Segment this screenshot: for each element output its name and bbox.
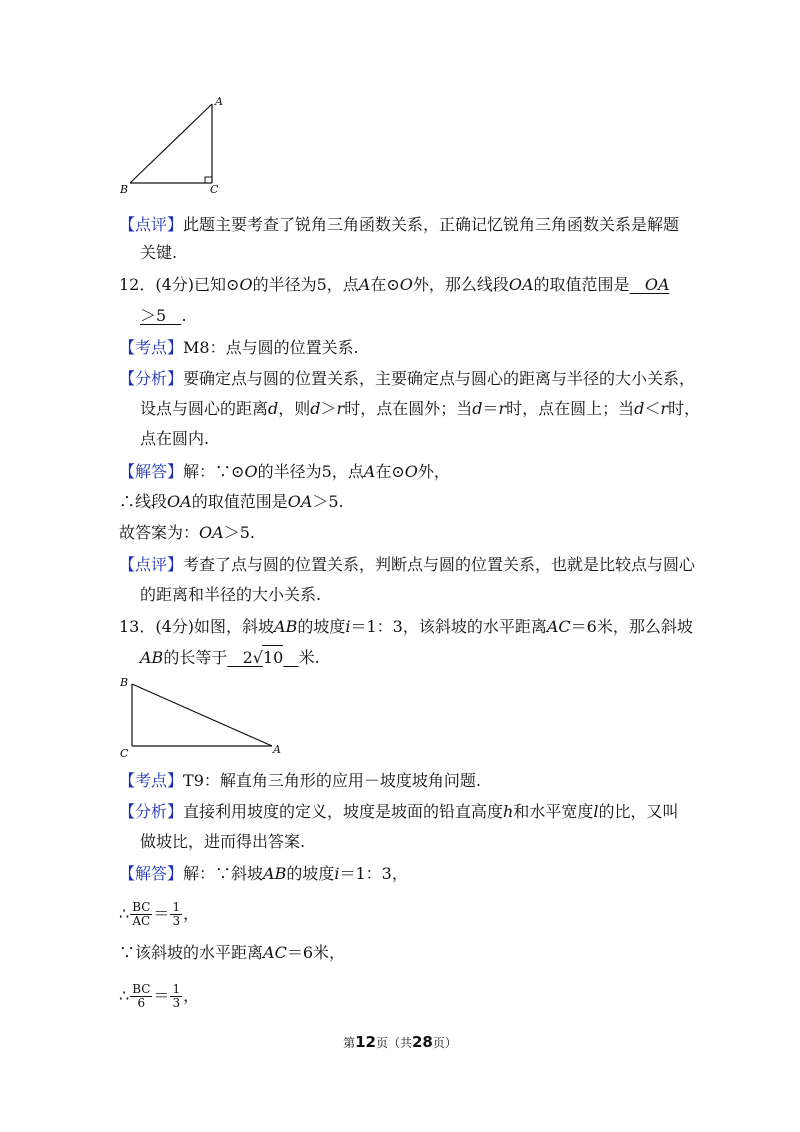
fraction-bc-over-6: $\frac{BC}{6}$: [132, 982, 151, 1010]
q13-jieda-line1: 【解答】解：∵斜坡AB的坡度i＝1：3，: [119, 864, 408, 883]
fraction-bc-over-ac: $\frac{BC}{AC}$: [132, 900, 151, 928]
figure-slope-triangle: [118, 672, 288, 760]
q12-fenxi-line1: 【分析】要确定点与圆的位置关系，主要确定点与圆心的距离与半径的大小关系，: [119, 369, 696, 388]
question-12-line1: 12．(4分)已知⊙O的半径为5，点A在⊙O外，那么线段OA的取值范围是 OA: [119, 275, 670, 294]
page-number: 12: [355, 1033, 376, 1051]
q12-jieda-line3: 故答案为：OA＞5.: [119, 523, 255, 542]
q12-jieda-line2: ∴线段OA的取值范围是OA＞5.: [119, 492, 344, 511]
figure1-label-c: C: [210, 183, 219, 196]
figure1-label-b: B: [120, 183, 129, 196]
figure2-label-c: C: [120, 747, 129, 760]
review11-line1: 【点评】此题主要考查了锐角三角函数关系，正确记忆锐角三角函数关系是解题: [119, 215, 680, 234]
figure1-label-a: A: [215, 95, 223, 108]
q13-fenxi-line1: 【分析】直接利用坡度的定义，坡度是坡面的铅直高度h和水平宽度l的比，又叫: [119, 802, 679, 821]
jieda-tag: 【解答】: [119, 462, 184, 481]
figure2-slope: [132, 684, 272, 746]
q12-kaodian: 【考点】M8：点与圆的位置关系.: [119, 338, 359, 357]
fenxi-tag: 【分析】: [119, 802, 184, 821]
q13-jieda-fraction1: ∴ $\frac{BC}{AC}$ ＝ $\frac{1}{3}$ ，: [119, 900, 200, 928]
q13-jieda-line3: ∵该斜坡的水平距离AC＝6米，: [119, 943, 345, 962]
fraction-one-third: $\frac{1}{3}$: [172, 982, 181, 1010]
q12-answer-part1: OA: [644, 275, 670, 294]
fenxi-tag: 【分析】: [119, 369, 184, 388]
question-13-line1: 13．(4分)如图，斜坡AB的坡度i＝1：3，该斜坡的水平距离AC＝6米，那么斜坡: [119, 617, 693, 636]
review11-line2: 关键.: [140, 243, 178, 262]
q12-jieda-line1: 【解答】解：∵⊙O的半径为5，点A在⊙O外，: [119, 462, 450, 481]
jieda-tag: 【解答】: [119, 864, 184, 883]
q12-fenxi-line3: 点在圆内.: [140, 429, 210, 448]
q13-answer: 2√10: [227, 648, 298, 667]
review-tag: 【点评】: [119, 215, 184, 234]
q13-kaodian: 【考点】T9：解直角三角形的应用－坡度坡角问题.: [119, 771, 481, 790]
page-total: 28: [412, 1033, 433, 1051]
dianping-tag: 【点评】: [119, 555, 184, 574]
figure2-label-a: A: [273, 743, 281, 756]
q12-dianping-line1: 【点评】考查了点与圆的位置关系，判断点与圆的位置关系，也就是比较点与圆心: [119, 555, 696, 574]
figure1-hypotenuse: [130, 104, 212, 183]
fraction-one-third: $\frac{1}{3}$: [172, 900, 181, 928]
q12-answer-part2: ＞5: [140, 306, 167, 325]
figure2-label-b: B: [120, 676, 129, 689]
q13-fenxi-line2: 做坡比，进而得出答案.: [140, 832, 306, 851]
question-13-line2: AB的长等于 2√10 米.: [140, 645, 320, 670]
page-footer: 第12页（共28页）: [343, 1033, 457, 1051]
q12-fenxi-line2: 设点与圆心的距离d，则d＞r时，点在圆外；当d＝r时，点在圆上；当d＜r时，: [140, 399, 701, 418]
q12-dianping-line2: 的距离和半径的大小关系.: [140, 585, 322, 604]
figure-triangle-abc-1: [118, 92, 228, 196]
kaodian-tag: 【考点】: [119, 338, 184, 357]
kaodian-tag: 【考点】: [119, 771, 184, 790]
q13-jieda-fraction2: ∴ $\frac{BC}{6}$ ＝ $\frac{1}{3}$ ，: [119, 982, 200, 1010]
question-12-line2: ＞5 .: [140, 306, 187, 325]
